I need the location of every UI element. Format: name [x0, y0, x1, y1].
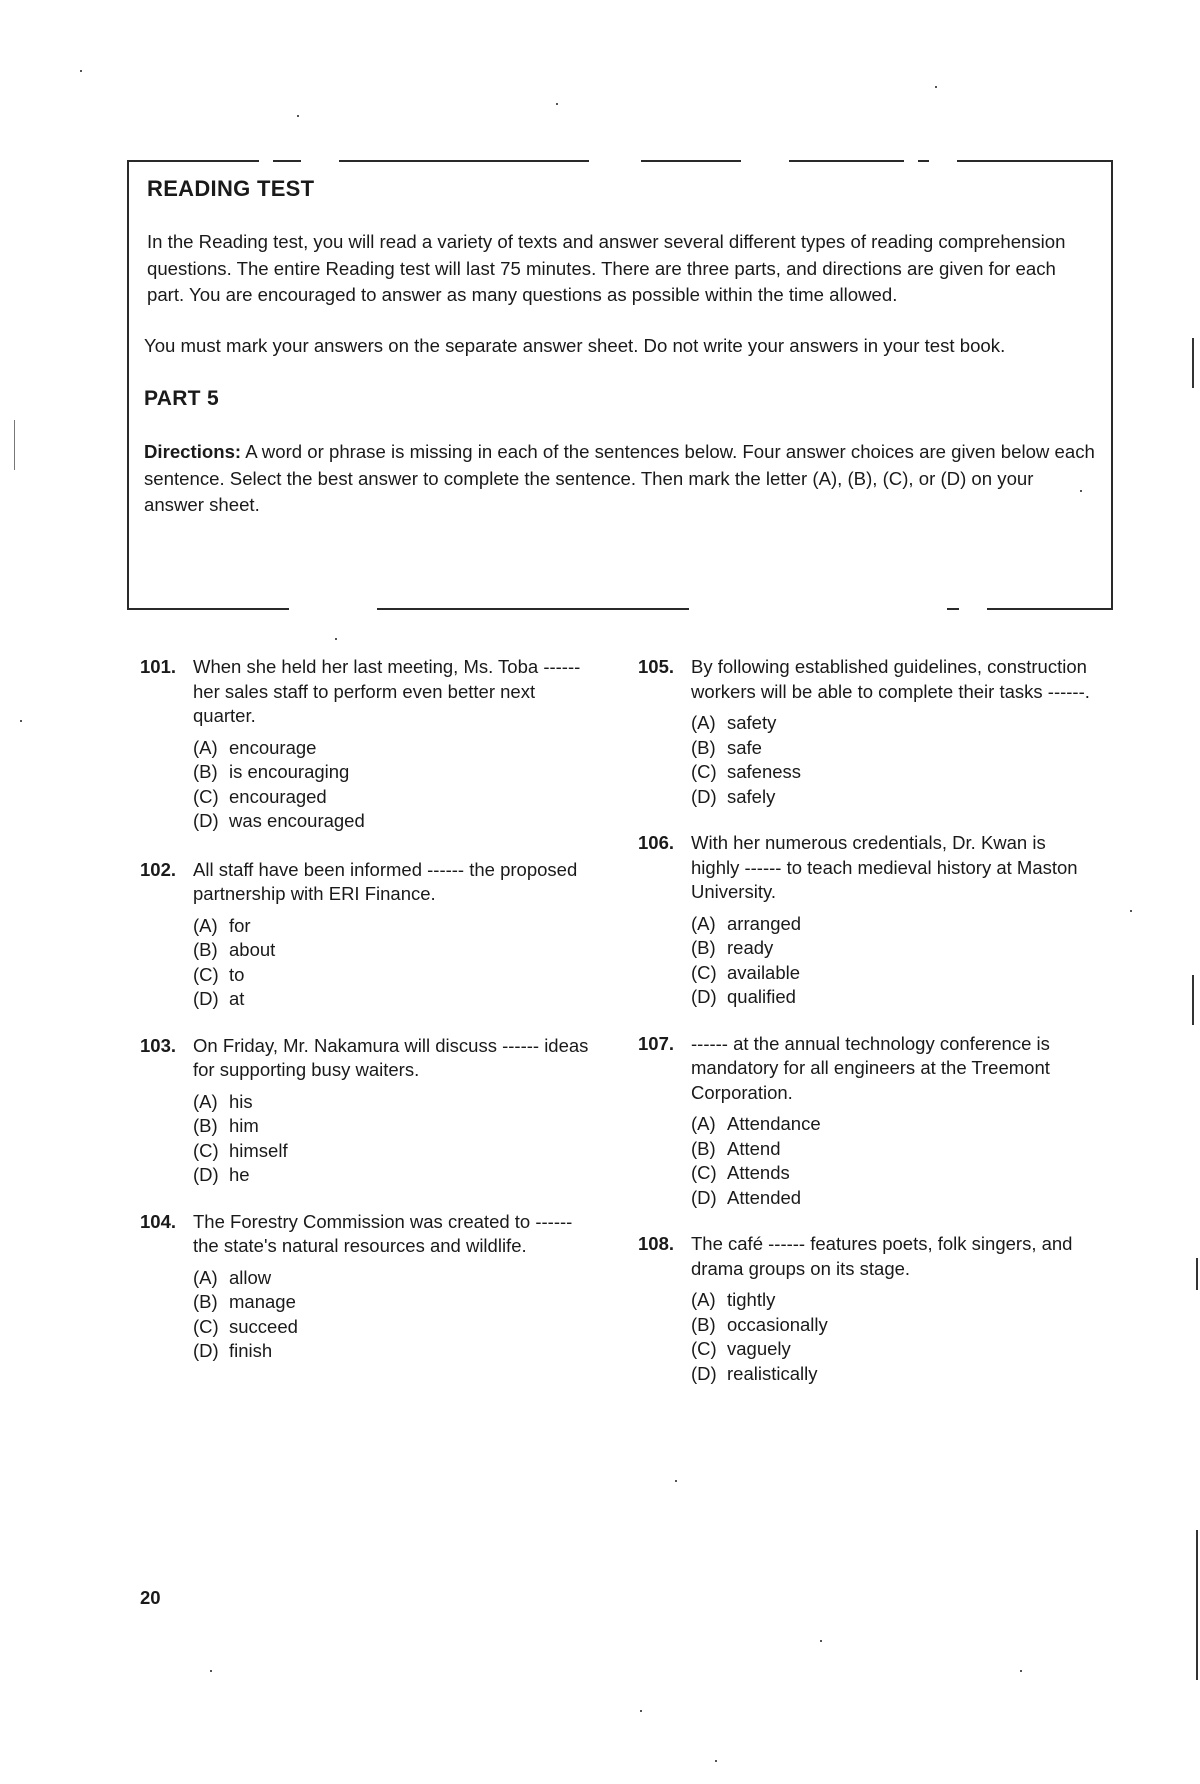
- question-number: 108.: [638, 1233, 675, 1254]
- scan-speck: [820, 1640, 822, 1642]
- question-105: [638, 655, 1098, 809]
- answer-option[interactable]: (A) arranged: [691, 912, 802, 934]
- answer-option[interactable]: (C) himself: [193, 1139, 288, 1161]
- question-107: [638, 1032, 1098, 1211]
- question-text: All staff have been informed ------ the proposed partnership with ERI Finance.: [193, 858, 578, 904]
- scan-speck: [640, 1710, 642, 1712]
- question-number: 101.: [140, 656, 177, 677]
- question-104: [140, 1210, 600, 1364]
- scan-speck: [935, 86, 937, 88]
- answer-option[interactable]: (A) safety: [691, 712, 777, 733]
- answer-option[interactable]: (D) finish: [193, 1340, 273, 1361]
- answer-option[interactable]: (B) is encouraging: [193, 761, 350, 782]
- question-text: With her numerous credentials, Dr. Kwan is highly ------ to teach medieval history at Maston University.: [691, 832, 1078, 902]
- part5-heading: PART 5: [144, 387, 219, 410]
- answer-option[interactable]: (A) his: [193, 1090, 253, 1112]
- scan-mark: [1192, 338, 1194, 388]
- answer-option[interactable]: (B) safe: [691, 736, 762, 758]
- answer-option[interactable]: (B) manage: [193, 1291, 296, 1312]
- answer-option[interactable]: (D) qualified: [691, 986, 796, 1007]
- scan-speck: [210, 1670, 212, 1672]
- questions-left-column: [140, 655, 600, 1364]
- answer-option[interactable]: (A) encourage: [193, 736, 317, 758]
- answer-option[interactable]: (D) Attended: [691, 1186, 802, 1208]
- answer-option[interactable]: (C) available: [691, 961, 801, 983]
- question-number: 102.: [140, 858, 177, 880]
- answer-option[interactable]: (A) for: [193, 914, 251, 936]
- scan-speck: [1020, 1670, 1022, 1672]
- part5-directions: [144, 439, 1097, 519]
- answer-option[interactable]: (B) him: [193, 1115, 259, 1136]
- question-text: On Friday, Mr. Nakamura will discuss ------ ideas for supporting busy waiters.: [193, 1034, 589, 1080]
- scan-speck: [675, 1480, 677, 1482]
- question-text: The Forestry Commission was created to ------ the state's natural resources and wildlife.: [193, 1210, 573, 1256]
- answer-option[interactable]: (D) realistically: [691, 1362, 818, 1384]
- answer-option[interactable]: (A) Attendance: [691, 1113, 821, 1134]
- answer-option[interactable]: (D) safely: [691, 785, 776, 807]
- scan-speck: [20, 720, 22, 722]
- scan-speck: [556, 103, 558, 105]
- question-103: [140, 1034, 600, 1188]
- question-text: The café ------ features poets, folk singers, and drama groups on its stage.: [691, 1233, 1073, 1279]
- question-text: When she held her last meeting, Ms. Toba ------ her sales staff to perform even better next quarter.: [193, 656, 581, 726]
- reading-test-heading: READING TEST: [147, 176, 315, 201]
- answer-option[interactable]: (A) allow: [193, 1266, 272, 1288]
- answer-option[interactable]: (D) at: [193, 988, 245, 1009]
- answer-option[interactable]: (B) occasionally: [691, 1313, 828, 1335]
- scan-mark: [14, 420, 15, 470]
- answer-option[interactable]: (A) tightly: [691, 1289, 776, 1310]
- scan-speck: [80, 70, 82, 72]
- answer-option[interactable]: (B) about: [193, 939, 276, 960]
- answer-sheet-instruction: You must mark your answers on the separate answer sheet. Do not write your answers in your test book.: [144, 334, 1006, 356]
- answer-option[interactable]: (C) succeed: [193, 1315, 298, 1337]
- question-106: [638, 831, 1098, 1010]
- question-number: 103.: [140, 1034, 177, 1056]
- question-number: 106.: [638, 832, 675, 853]
- scan-speck: [715, 1760, 717, 1762]
- answer-option[interactable]: (C) to: [193, 963, 245, 985]
- answer-option[interactable]: (C) Attends: [691, 1162, 790, 1183]
- answer-option[interactable]: (D) he: [193, 1164, 250, 1185]
- answer-option[interactable]: (C) encouraged: [193, 785, 327, 807]
- scan-mark: [1196, 1258, 1198, 1290]
- answer-option[interactable]: (D) was encouraged: [193, 810, 365, 831]
- answer-option[interactable]: (C) safeness: [691, 761, 802, 782]
- question-101: [140, 655, 600, 834]
- scan-speck: [1080, 490, 1082, 492]
- answer-option[interactable]: (C) vaguely: [691, 1338, 791, 1359]
- scan-mark: [1192, 975, 1194, 1025]
- question-number: 104.: [140, 1210, 177, 1232]
- scan-mark: [1196, 1530, 1198, 1680]
- question-102: [140, 858, 600, 1012]
- answer-option[interactable]: (B) Attend: [691, 1137, 781, 1159]
- question-number: 105.: [638, 656, 675, 677]
- questions-right-column: [638, 655, 1098, 1386]
- reading-intro-paragraph: In the Reading test, you will read a variety of texts and answer several different types of reading comprehension questions. The entire Reading test will last 75 minutes. There are three parts, and directions are given for each part. You are encouraged to answer as many questions as possible within the time allowed.: [147, 231, 1066, 305]
- scan-speck: [1130, 910, 1132, 912]
- instructions-box: [127, 160, 1113, 610]
- directions-label: Directions:: [144, 441, 242, 462]
- page-number: 20: [140, 1587, 161, 1608]
- scan-speck: [335, 638, 337, 640]
- question-text: By following established guidelines, construction workers will be able to complete their tasks ------.: [691, 656, 1090, 702]
- question-108: [638, 1232, 1098, 1386]
- question-number: 107.: [638, 1032, 675, 1054]
- question-text: ------ at the annual technology conference is mandatory for all engineers at the Treemont Corporation.: [691, 1032, 1050, 1103]
- answer-option[interactable]: (B) ready: [691, 937, 774, 958]
- directions-text: A word or phrase is missing in each of the sentences below. Four answer choices are given below each sentence. Select the best answer to complete the sentence. Then mark the letter (A), (B), (C), or (D) on your answer sheet.: [144, 441, 1095, 515]
- scan-speck: [297, 115, 299, 117]
